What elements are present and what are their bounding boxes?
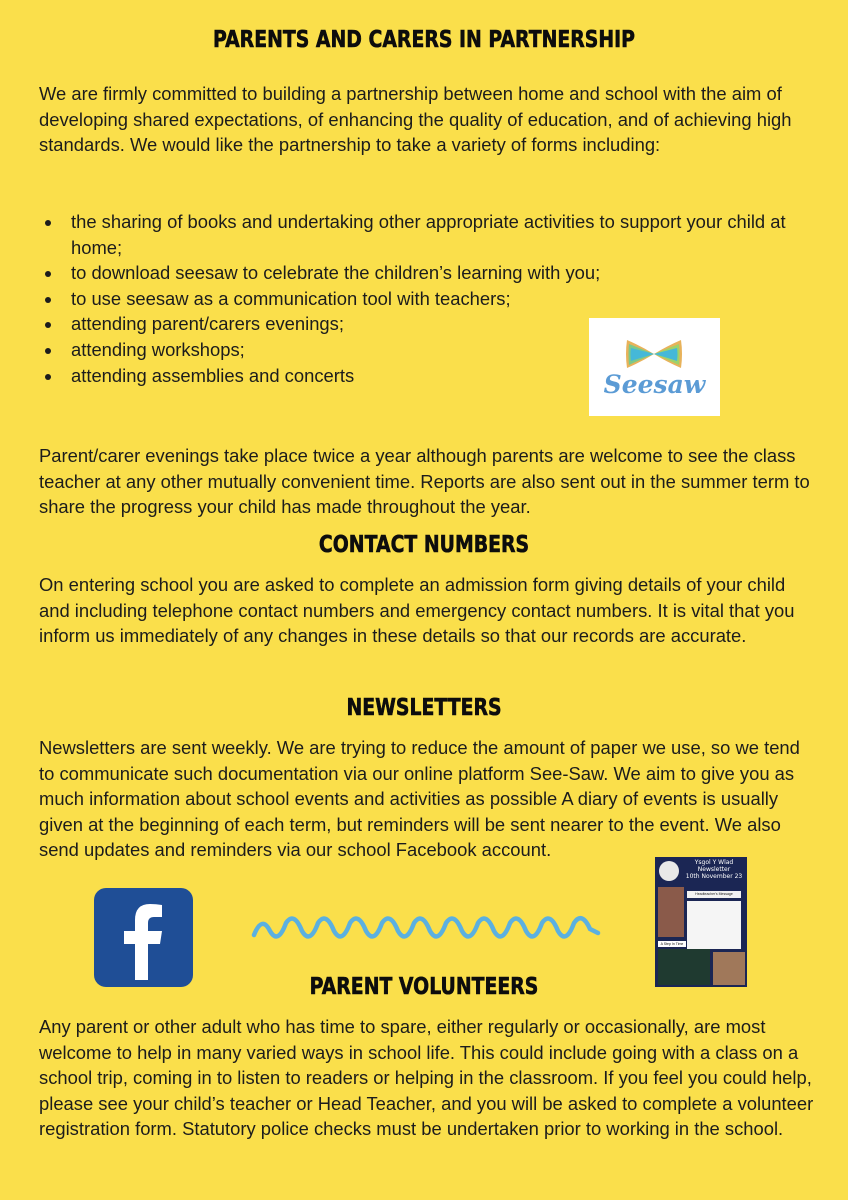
bullet-item: attending parent/carers evenings; [39,311,819,337]
bullet-item: to download seesaw to celebrate the children’s learning with you; [39,260,819,286]
newsletters-body: Newsletters are sent weekly. We are trying to reduce the amount of paper we use, so we tend to communicate such documentation via our online platform See-Saw. We aim to give you as much information about school events and activities as possible A diary of events is usually given at the beginning of each term, but reminders will be sent nearer to the event. We also send updates and reminders via our school Facebook account. [39,737,800,861]
thumb-message-box [687,901,741,949]
thumb-school-name: Ysgol Y Wlad [694,859,734,866]
facebook-icon [94,888,193,987]
contact-heading: CONTACT NUMBERS [318,532,530,558]
bullet-item: the sharing of books and undertaking other appropriate activities to support your child at home; [39,209,819,260]
school-crest-icon [659,861,679,881]
contact-body: On entering school you are asked to complete an admission form giving details of your child and including telephone contact numbers and emergency contact numbers. It is vital that you inform us immediately of any changes in these details so that our records are accurate. [39,574,795,647]
facebook-f-icon [94,888,193,987]
seesaw-logo-icon [589,318,720,416]
wave-icon [250,905,605,945]
thumb-photo [658,887,684,937]
newsletters-heading: NEWSLETTERS [346,695,502,721]
bullet-item: to use seesaw as a communication tool with teachers; [39,286,819,312]
thumb-panel-label: A Step In Time [658,941,686,947]
newsletter-thumbnail-icon [655,857,747,987]
partnership-closing: Parent/carer evenings take place twice a year although parents are welcome to see the class teacher at any other mutually convenient time. Reports are also sent out in the summer term to share the progress your child has made throughout the year. [39,445,810,518]
thumb-box-label: Headteacher's Message [687,891,741,898]
partnership-intro: We are firmly committed to building a partnership between home and school with the aim of developing shared expectations, of enhancing the quality of education, and of achieving high standards. We would like the partnership to take a variety of forms including: [39,83,792,156]
thumb-date: 10th November 23 [685,873,743,880]
partnership-heading: PARENTS AND CARERS IN PARTNERSHIP [212,27,635,53]
seesaw-wordmark: Seesaw [603,370,706,399]
volunteers-heading: PARENT VOLUNTEERS [309,974,539,1000]
bullet-item: attending workshops; [39,337,819,363]
bullet-item: attending assemblies and concerts [39,363,819,389]
thumb-title: Newsletter [697,866,731,873]
volunteers-body: Any parent or other adult who has time to spare, either regularly or occasionally, are most welcome to help in many varied ways in school life. This could include going with a class on a school trip, coming in to listen to readers or helping in the classroom. If you feel you could help, please see your child’s teacher or Head Teacher, and you will be asked to complete a volunteer registration form. Statutory police checks must be undertaken prior to working in the school. [39,1016,814,1140]
seesaw-bowtie-icon [589,318,720,378]
